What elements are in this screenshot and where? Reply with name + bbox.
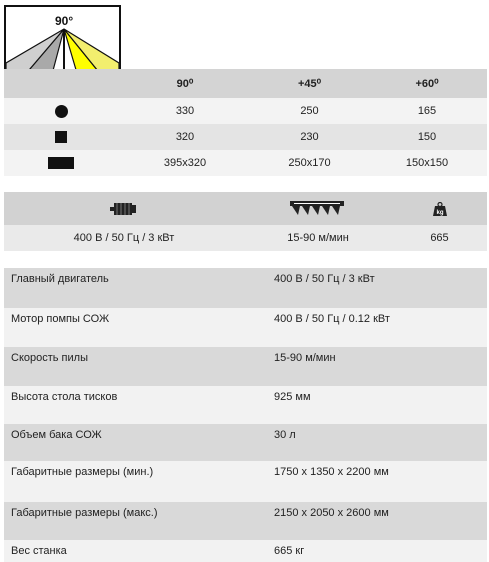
weight-value: 665 — [430, 232, 449, 244]
rectangular-section-icon — [48, 157, 74, 169]
spec-value: 665 кг — [274, 545, 305, 557]
capacity-header-row — [4, 69, 487, 98]
table-row — [4, 502, 487, 540]
header-90: 90⁰ — [176, 78, 194, 90]
table-cell: 150x150 — [405, 157, 449, 169]
header-plus60: +60⁰ — [415, 78, 439, 90]
weight-kg-icon — [433, 202, 447, 216]
spec-label: Высота стола тисков — [11, 391, 118, 403]
table-cell: 250x170 — [288, 157, 331, 169]
spec-label: Объем бака СОЖ — [11, 429, 102, 441]
spec-value: 1750 x 1350 x 2200 мм — [274, 466, 389, 478]
spec-value: 30 л — [274, 429, 296, 441]
table-cell: 230 — [300, 131, 319, 143]
spec-value: 400 В / 50 Гц / 3 кВт — [274, 273, 375, 285]
table-cell: 320 — [175, 131, 195, 143]
motor-value: 400 В / 50 Гц / 3 кВт — [73, 232, 175, 244]
square-section-icon — [55, 131, 67, 143]
spec-label: Габаритные размеры (макс.) — [11, 507, 158, 519]
spec-value: 925 мм — [274, 391, 311, 403]
spec-label: Габаритные размеры (мин.) — [11, 466, 154, 478]
drive-icon-row — [4, 192, 487, 225]
table-row — [4, 347, 487, 386]
spec-label: Вес станка — [11, 545, 67, 557]
spec-label: Мотор помпы СОЖ — [11, 313, 110, 325]
table-row — [4, 424, 487, 461]
spec-value: 15-90 м/мин — [274, 352, 336, 364]
header-plus45: +45⁰ — [297, 78, 322, 90]
spec-label: Скорость пилы — [11, 352, 88, 364]
table-row — [4, 386, 487, 424]
table-row — [4, 308, 487, 347]
capacity-row-round — [4, 98, 487, 124]
spec-value: 2150 x 2050 x 2600 мм — [274, 507, 389, 519]
table-cell: 150 — [417, 131, 437, 143]
table-row — [4, 540, 487, 562]
spec-value: 400 В / 50 Гц / 0.12 кВт — [274, 313, 390, 325]
specifications-table — [4, 268, 487, 562]
table-cell: 250 — [300, 105, 319, 117]
drive-summary-table — [4, 192, 487, 251]
table-cell: 165 — [417, 105, 437, 117]
capacity-row-square — [4, 124, 487, 150]
angle-90-label: 90° — [55, 14, 74, 28]
cutting-capacity-table — [4, 69, 487, 176]
saw-speed-value: 15-90 м/мин — [287, 232, 349, 244]
table-row — [4, 461, 487, 502]
table-row — [4, 268, 487, 308]
capacity-row-rect — [4, 150, 487, 176]
table-cell: 395x320 — [163, 157, 207, 169]
saw-blade-icon — [290, 201, 346, 217]
drive-value-row — [4, 225, 487, 251]
motor-icon — [110, 202, 138, 216]
spec-label: Главный двигатель — [11, 273, 109, 285]
table-cell: 330 — [175, 105, 195, 117]
svg-text:kg: kg — [435, 209, 444, 216]
round-section-icon — [55, 105, 68, 118]
